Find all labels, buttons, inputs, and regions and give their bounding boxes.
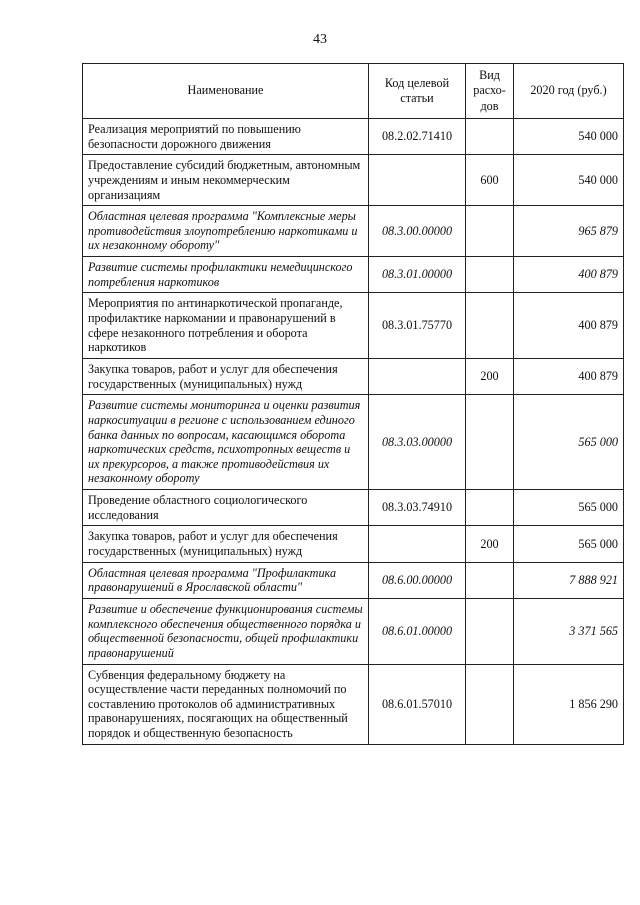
- budget-table: [82, 63, 624, 745]
- table-row: [83, 206, 624, 257]
- cell-name: Развитие системы мониторинга и оценки развития наркоситуации в регионе с использованием единого банка данных по вопросам, касающимся оборота наркотических средств, психотропных веществ и их прекурсоров, а также противодействия их незаконному обороту: [83, 395, 369, 490]
- cell-amount: 400 879: [514, 293, 624, 359]
- cell-code: [369, 358, 466, 394]
- cell-amount: 540 000: [514, 119, 624, 155]
- cell-code: 08.3.03.74910: [369, 490, 466, 526]
- cell-code: 08.6.00.00000: [369, 562, 466, 598]
- cell-code: 08.3.00.00000: [369, 206, 466, 257]
- cell-vid: 200: [466, 358, 514, 394]
- cell-amount: 1 856 290: [514, 664, 624, 744]
- cell-amount: 965 879: [514, 206, 624, 257]
- cell-name: Закупка товаров, работ и услуг для обеспечения государственных (муниципальных) нужд: [83, 526, 369, 562]
- cell-code: [369, 526, 466, 562]
- cell-amount: 540 000: [514, 155, 624, 206]
- cell-amount: 565 000: [514, 490, 624, 526]
- cell-vid: [466, 206, 514, 257]
- cell-amount: 400 879: [514, 257, 624, 293]
- cell-amount: 3 371 565: [514, 598, 624, 664]
- cell-vid: [466, 598, 514, 664]
- cell-code: 08.3.01.75770: [369, 293, 466, 359]
- cell-vid: [466, 490, 514, 526]
- table-row: [83, 119, 624, 155]
- cell-name: Мероприятия по антинаркотической пропаганде, профилактике наркомании и правонарушений в сфере незаконного потребления и оборота наркотиков: [83, 293, 369, 359]
- cell-code: [369, 155, 466, 206]
- table-body: [83, 119, 624, 745]
- table-row: [83, 562, 624, 598]
- cell-code: 08.2.02.71410: [369, 119, 466, 155]
- cell-vid: [466, 395, 514, 490]
- table-row: [83, 598, 624, 664]
- table-row: [83, 526, 624, 562]
- cell-name: Развитие системы профилактики немедицинского потребления наркотиков: [83, 257, 369, 293]
- cell-vid: 600: [466, 155, 514, 206]
- cell-vid: [466, 664, 514, 744]
- page-number: 43: [313, 32, 327, 47]
- cell-vid: 200: [466, 526, 514, 562]
- cell-amount: 7 888 921: [514, 562, 624, 598]
- cell-vid: [466, 257, 514, 293]
- cell-name: Предоставление субсидий бюджетным, автономным учреждениям и иным некоммерческим организациям: [83, 155, 369, 206]
- cell-name: Реализация мероприятий по повышению безопасности дорожного движения: [83, 119, 369, 155]
- cell-code: 08.3.03.00000: [369, 395, 466, 490]
- cell-name: Областная целевая программа "Комплексные меры противодействия злоупотреблению наркотиками и их незаконному обороту": [83, 206, 369, 257]
- table-row: [83, 395, 624, 490]
- cell-name: Развитие и обеспечение функционирования системы комплексного обеспечения общественного порядка и общественной безопасности, общей профилактики правонарушений: [83, 598, 369, 664]
- cell-amount: 565 000: [514, 526, 624, 562]
- table-row: [83, 664, 624, 744]
- table-row: [83, 358, 624, 394]
- cell-name: Субвенция федеральному бюджету на осуществление части переданных полномочий по составлению протоколов об административных правонарушениях, посягающих на общественный порядок и общественную безопасность: [83, 664, 369, 744]
- table-row: [83, 257, 624, 293]
- cell-vid: [466, 293, 514, 359]
- cell-amount: 400 879: [514, 358, 624, 394]
- header-code: Код целевой статьи: [369, 64, 466, 119]
- cell-code: 08.6.01.57010: [369, 664, 466, 744]
- cell-amount: 565 000: [514, 395, 624, 490]
- cell-vid: [466, 562, 514, 598]
- cell-name: Закупка товаров, работ и услуг для обеспечения государственных (муниципальных) нужд: [83, 358, 369, 394]
- cell-code: 08.6.01.00000: [369, 598, 466, 664]
- cell-name: Проведение областного социологического исследования: [83, 490, 369, 526]
- header-name: Наименование: [83, 64, 369, 119]
- cell-vid: [466, 119, 514, 155]
- table-row: [83, 293, 624, 359]
- header-vid: Вид расхо-дов: [466, 64, 514, 119]
- table-row: [83, 155, 624, 206]
- cell-name: Областная целевая программа "Профилактика правонарушений в Ярославской области": [83, 562, 369, 598]
- table-row: [83, 490, 624, 526]
- cell-code: 08.3.01.00000: [369, 257, 466, 293]
- table-header-row: [83, 64, 624, 119]
- header-amount: 2020 год (руб.): [514, 64, 624, 119]
